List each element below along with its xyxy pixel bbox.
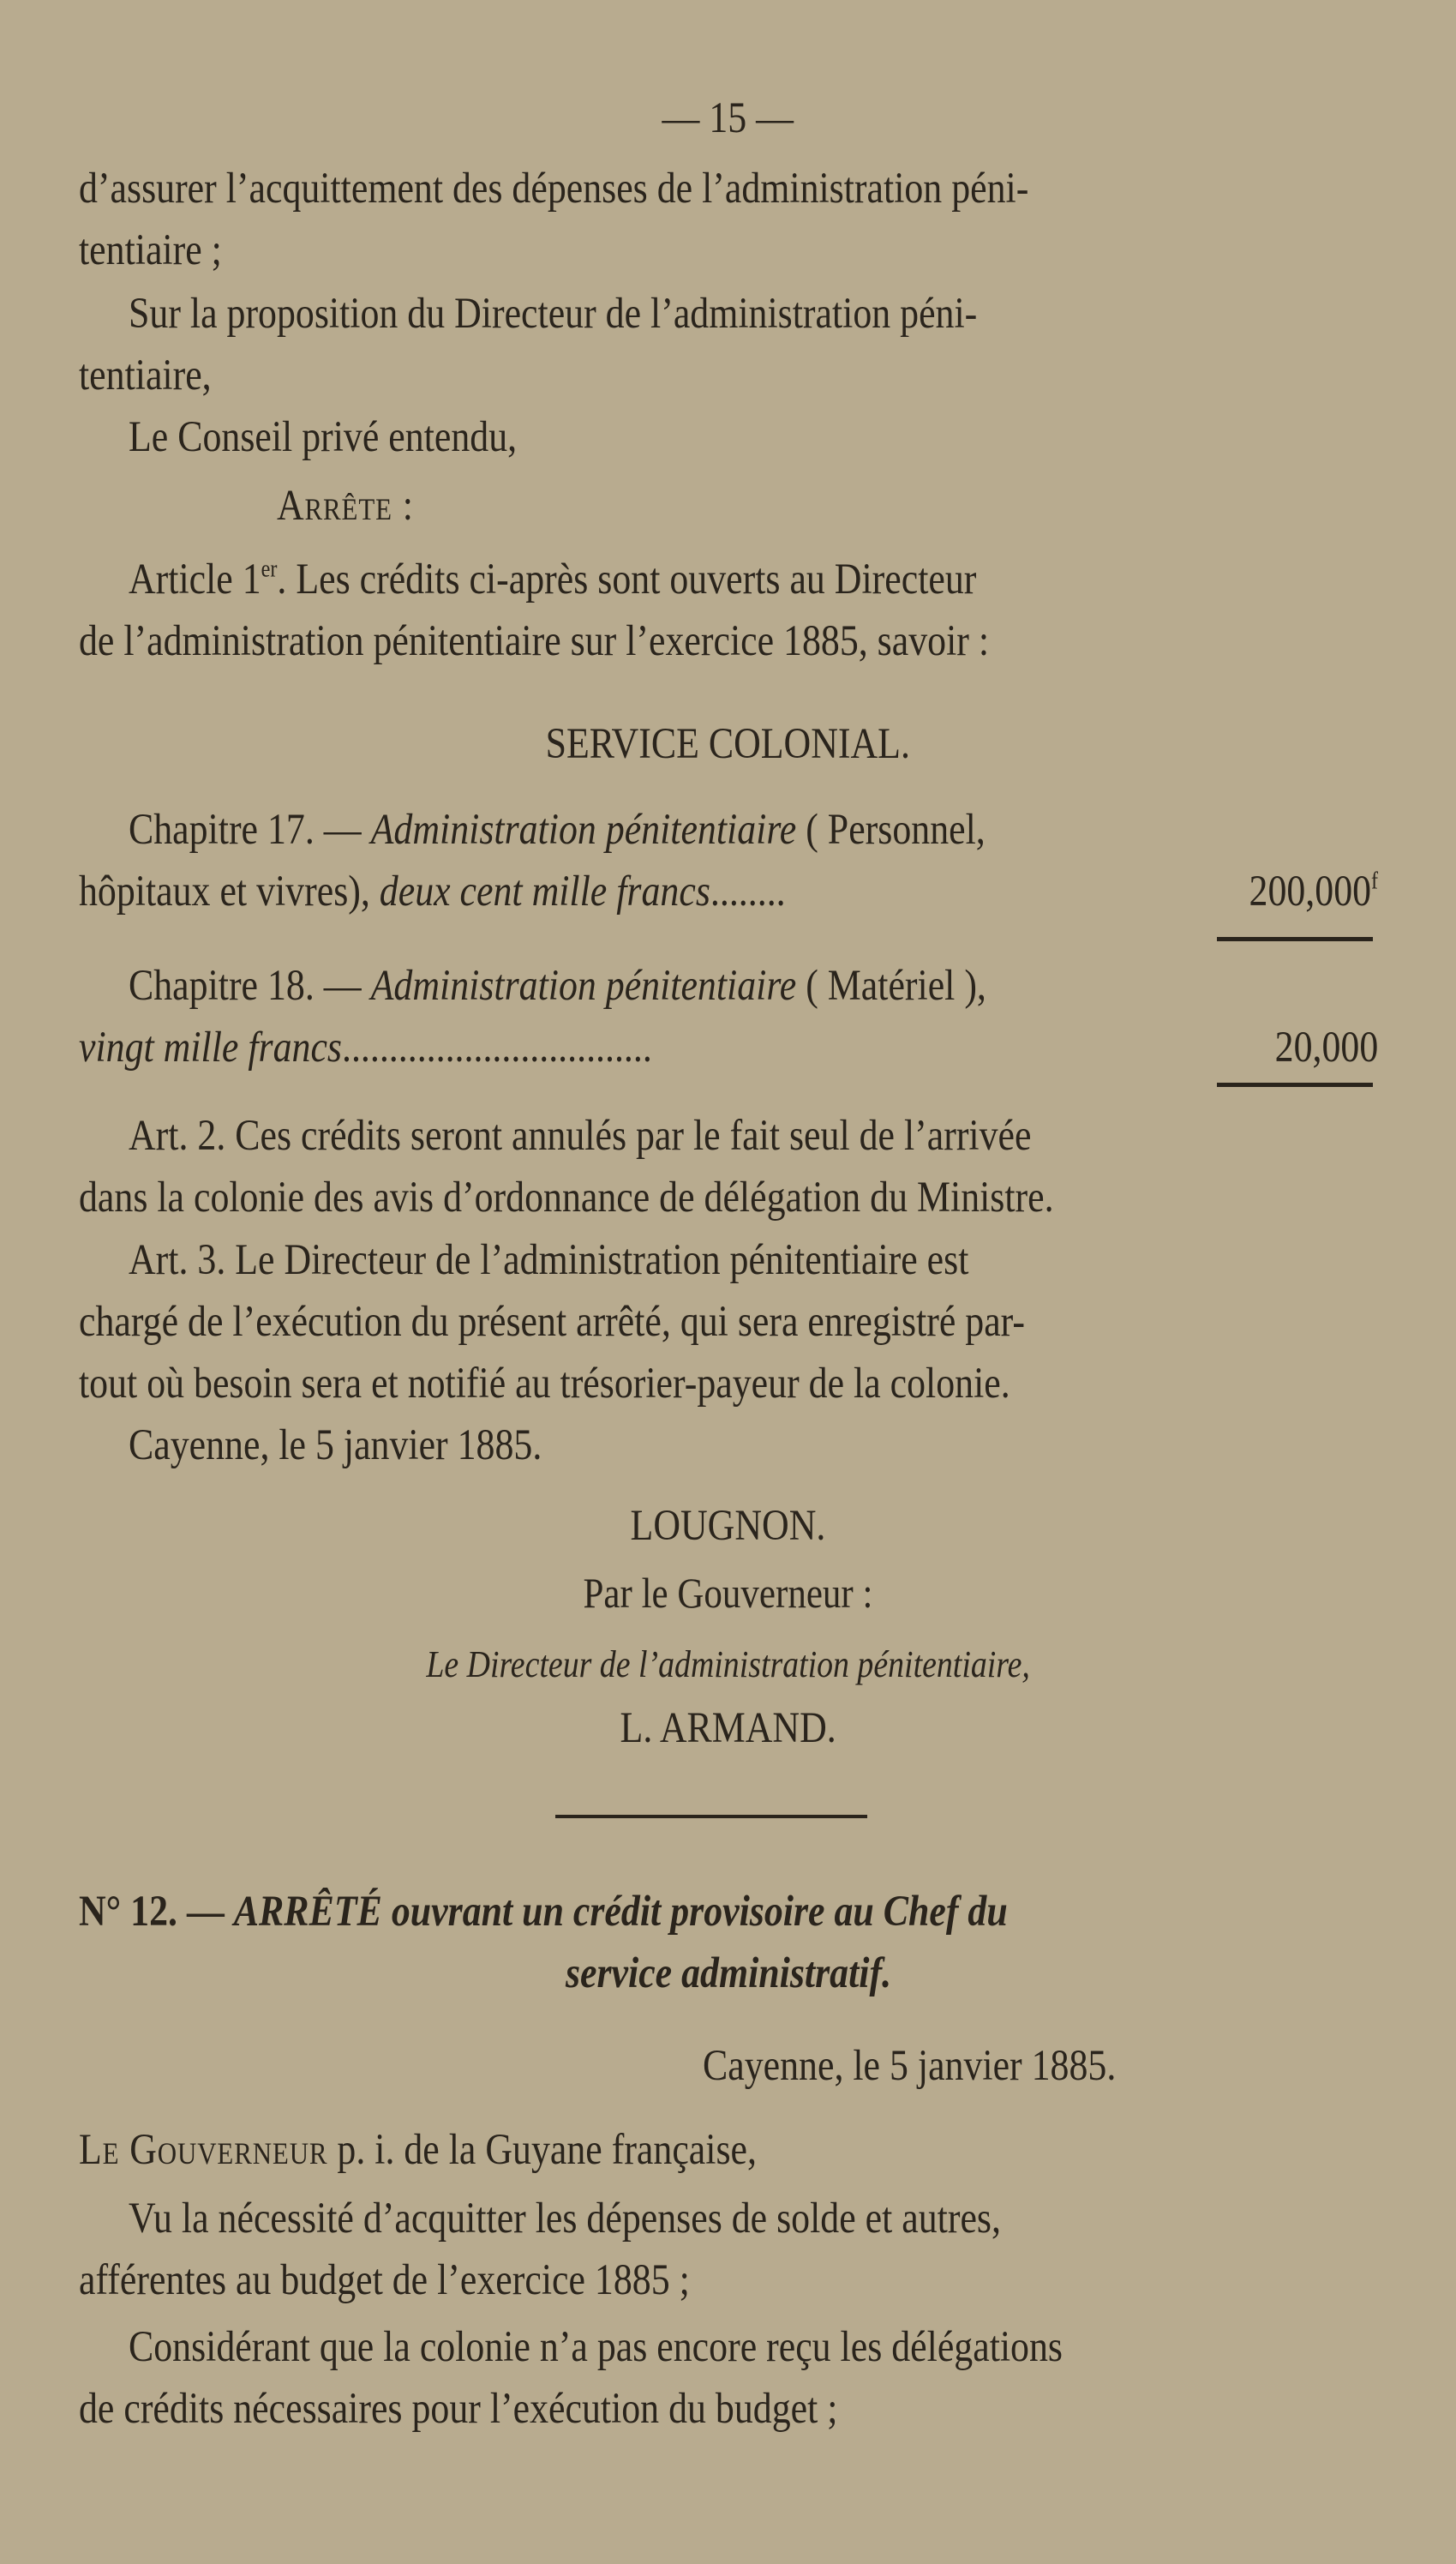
article-1-line: Article 1er. Les crédits ci-après sont ouverts au Directeur [129, 555, 977, 603]
paragraph-line: d’assurer l’acquittement des dépenses de l’administration péni- [79, 165, 1029, 213]
service-heading: SERVICE COLONIAL. [545, 720, 911, 768]
section-divider [555, 1815, 867, 1818]
paragraph-line: Le Conseil privé entendu, [129, 413, 518, 461]
par-le-gouverneur: Par le Gouverneur : [583, 1569, 873, 1617]
arrete-heading: Arrête : [277, 482, 414, 530]
vu-line: afférentes au budget de l’exercice 1885 ; [79, 2256, 690, 2304]
vu-line: Vu la nécessité d’acquitter les dépenses de solde et autres, [129, 2195, 1001, 2243]
gouverneur-line: Le Gouverneur p. i. de la Guyane française, [79, 2126, 757, 2174]
article-2-line: dans la colonie des avis d’ordonnance de délégation du Ministre. [79, 1174, 1054, 1222]
chapter-17-line: Chapitre 17. — Administration pénitentiaire ( Personnel, [129, 806, 986, 854]
date-line: Cayenne, le 5 janvier 1885. [703, 2042, 1117, 2090]
article-3-line: Art. 3. Le Directeur de l’administration pénitentiaire est [129, 1236, 969, 1284]
considerant-line: Considérant que la colonie n’a pas encore reçu les délégations [129, 2323, 1063, 2371]
article-3-line: tout où besoin sera et notifié au trésorier-payeur de la colonie. [79, 1360, 1010, 1408]
date-line: Cayenne, le 5 janvier 1885. [129, 1421, 542, 1469]
page-number: — 15 — [662, 94, 794, 142]
decree-12-heading: N° 12. — ARRÊTÉ ouvrant un crédit provisoire au Chef du [79, 1888, 1008, 1936]
article-3-line: chargé de l’exécution du présent arrêté, qui sera enregistré par- [79, 1298, 1026, 1346]
considerant-line: de crédits nécessaires pour l’exécution du budget ; [79, 2385, 838, 2433]
paragraph-line: tentiaire ; [79, 226, 222, 274]
total-rule [1217, 937, 1373, 941]
decree-12-heading-line2: service administratif. [565, 1949, 891, 1997]
article-1-line: de l’administration pénitentiaire sur l’exercice 1885, savoir : [79, 617, 990, 665]
chapter-17-amount-row: hôpitaux et vivres), deux cent mille francs........ 200,000$^f$ [79, 868, 1378, 916]
director-title: Le Directeur de l’administration pénitentiaire, [426, 1643, 1030, 1685]
director-name: L. ARMAND. [620, 1704, 836, 1752]
paragraph-line: Sur la proposition du Directeur de l’administration péni- [129, 290, 978, 338]
article-2-line: Art. 2. Ces crédits seront annulés par le fait seul de l’arrivée [129, 1112, 1032, 1160]
chapter-18-line: Chapitre 18. — Administration pénitentiaire ( Matériel ), [129, 962, 986, 1010]
signature-name: LOUGNON. [630, 1502, 826, 1550]
paragraph-line: tentiaire, [79, 351, 212, 399]
total-rule [1217, 1083, 1373, 1087]
chapter-18-amount-row: vingt mille francs................................. 20,000 [79, 1024, 1378, 1072]
